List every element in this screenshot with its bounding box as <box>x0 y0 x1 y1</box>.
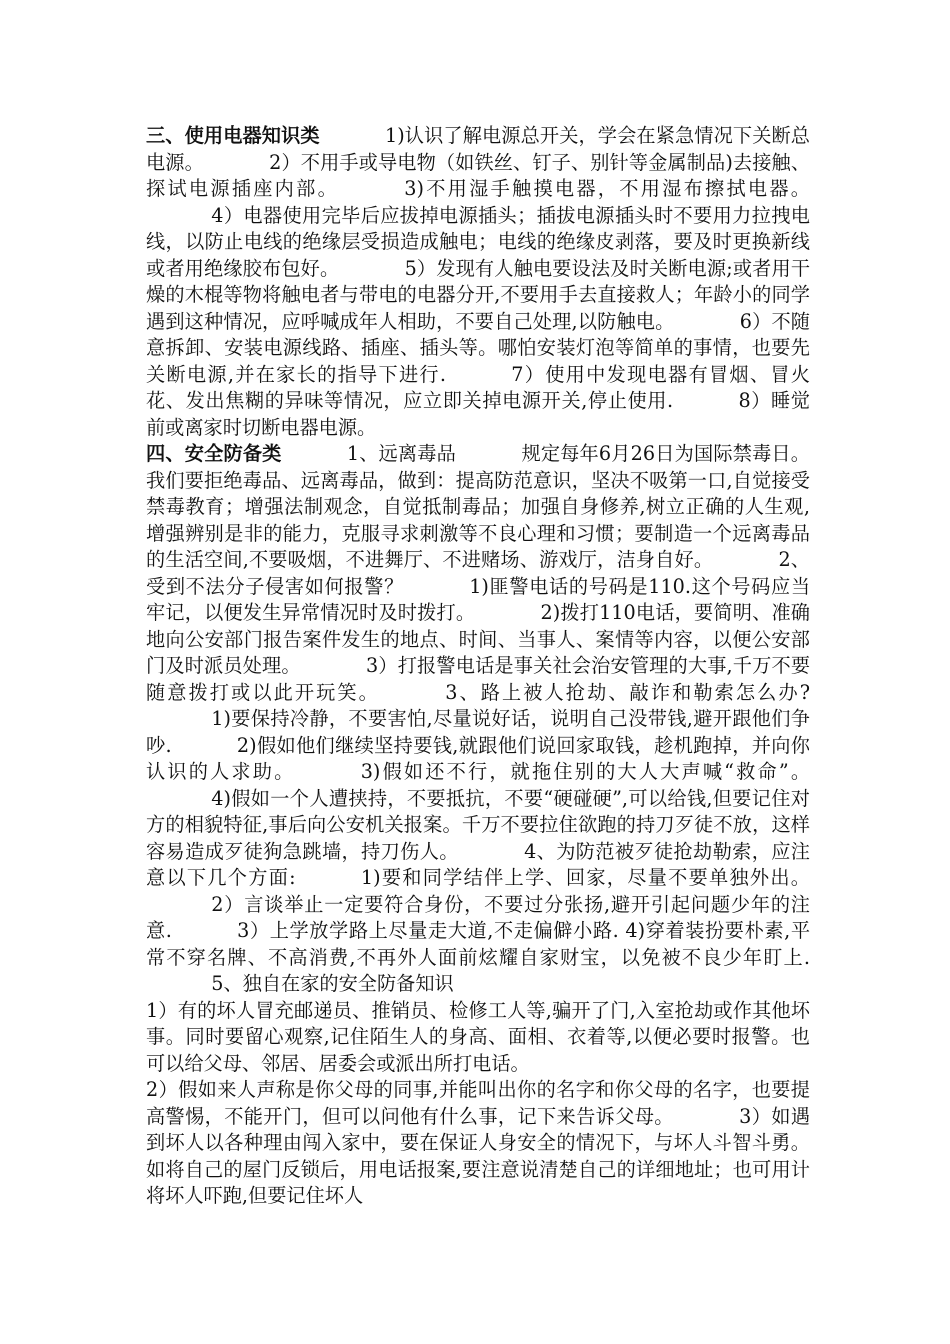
safety-robbery-item-2: 2)假如他们继续坚持要钱,就跟他们说回家取钱，趁机跑掉，并向你认识的人求助。 <box>146 733 810 783</box>
safety-prevention-item-3-4: 3）上学放学路上尽量走大道,不走偏僻小路. 4)穿着装扮要朴素,平常不穿名牌、不高消费,不再外人面前炫耀自家财宝，以免被不良少年盯上. <box>146 919 811 969</box>
safety-home-item-1: 1）有的坏人冒充邮递员、推销员、检修工人等,骗开了门,入室抢劫或作其他坏事。同时要留心观察,记住陌生人的身高、面相、衣着等,以便必要时报警。也可以给父母、邻居、居委会或派出所打电话。 <box>146 998 810 1075</box>
electrical-item-6: 6）不随意拆卸、安装电源线路、插座、插头等。哪怕安装灯泡等简单的事情，也要先关断电源,并在家长的指导下进行. <box>146 309 810 386</box>
safety-police-item-1: 1)匪警电话的号码是110.这个号码应当牢记，以便发生异常情况时及时拨打。 <box>146 574 811 624</box>
safety-topic-home-alone: 5、独自在家的安全防备知识 <box>211 972 454 995</box>
safety-topic-robbery: 3、路上被人抢劫、敲诈和勒索怎么办? <box>445 680 811 704</box>
safety-robbery-item-4: 4)假如一个人遭挟持，不要抵抗，不要“硬碰硬”,可以给钱,但要记住对方的相貌特征,事后向公安机关报案。千万不要拉住欲跑的持刀歹徒不放，这样容易造成歹徒狗急跳墙，持刀伤人。 <box>146 786 810 863</box>
safety-prevention-item-2: 2）言谈举止一定要符合身份，不要过分张扬,避开引起问题少年的注意. <box>146 892 810 942</box>
electrical-item-7: 7）使用中发现电器有冒烟、冒火花、发出焦糊的异味等情况，应立即关掉电源开关,停止使用. <box>146 362 810 412</box>
section-electrical <box>146 123 810 441</box>
safety-topic-police: 2、受到不法分子侵害如何报警？ <box>146 548 810 598</box>
electrical-item-5: 5）发现有人触电要设法及时关断电源;或者用干燥的木棍等物将触电者与带电的电器分开,不要用手去直接救人；年龄小的同学遇到这种情况，应呼喊成年人相助，不要自己处理,以防触电。 <box>146 256 811 333</box>
safety-drugs-text: 规定每年6月26日为国际禁毒日。我们要拒绝毒品、远离毒品，做到：提高防范意识，坚决不吸第一口,自觉接受禁毒教育；增强法制观念，自觉抵制毒品；加强自身修养,树立正确的人生观,增强辨别是非的能力，克服寻求刺激等不良心理和习惯；要制造一个远离毒品的生活空间,不要吸烟，不进舞厅、不进赌场、游戏厅，洁身自好。 <box>146 442 810 571</box>
safety-police-item-3: 3）打报警电话是事关社会治安管理的大事,千万不要随意拨打或以此开玩笑。 <box>146 654 811 704</box>
safety-robbery-item-1: 1)要保持冷静，不要害怕,尽量说好话，说明自己没带钱,避开跟他们争吵. <box>146 707 810 757</box>
safety-prevention-item-1: 1)要和同学结伴上学、回家，尽量不要单独外出。 <box>360 866 810 889</box>
safety-home-item-2: 2）假如来人声称是你父母的同事,并能叫出你的名字和你父母的名字，也要提高警惕，不能开门，但可以问他有什么事，记下来告诉父母。 <box>146 1078 810 1128</box>
safety-home-item-3: 3）如遇到坏人以各种理由闯入家中，要在保证人身安全的情况下，与坏人斗智斗勇。如将自己的屋门反锁后，用电话报案,要注意说清楚自己的详细地址；也可用计将坏人吓跑,但要记住坏人 <box>146 1104 811 1207</box>
safety-topic-drugs: 1、远离毒品 <box>346 442 457 465</box>
safety-police-item-2: 2)拨打110电话，要简明、准确地向公安部门报告案件发生的地点、时间、当事人、案情等内容，以便公安部门及时派员处理。 <box>146 601 810 677</box>
electrical-item-1: 1)认识了解电源总开关，学会在紧急情况下关断总电源。 <box>146 124 810 174</box>
section-heading-electrical: 三、使用电器知识类 <box>146 124 320 147</box>
section-heading-safety: 四、安全防备类 <box>146 442 282 465</box>
document-body <box>146 123 810 1210</box>
section-safety <box>146 441 810 1210</box>
electrical-item-4: 4）电器使用完毕后应拔掉电源插头；插拔电源插头时不要用力拉拽电线，以防止电线的绝缘层受损造成触电；电线的绝缘皮剥落，要及时更换新线或者用绝缘胶布包好。 <box>146 203 810 280</box>
safety-topic-prevention: 4、为防范被歹徒抢劫勒索，应注意以下几个方面: <box>146 839 810 889</box>
electrical-item-3: 3)不用湿手触摸电器，不用湿布擦拭电器。 <box>404 177 810 200</box>
safety-robbery-item-3: 3)假如还不行，就拖住别的大人大声喊“救命”。 <box>360 760 811 783</box>
electrical-item-2: 2）不用手或导电物（如铁丝、钉子、别针等金属制品)去接触、探试电源插座内部。 <box>146 150 811 200</box>
electrical-item-8: 8）睡觉前或离家时切断电器电源。 <box>146 389 810 439</box>
